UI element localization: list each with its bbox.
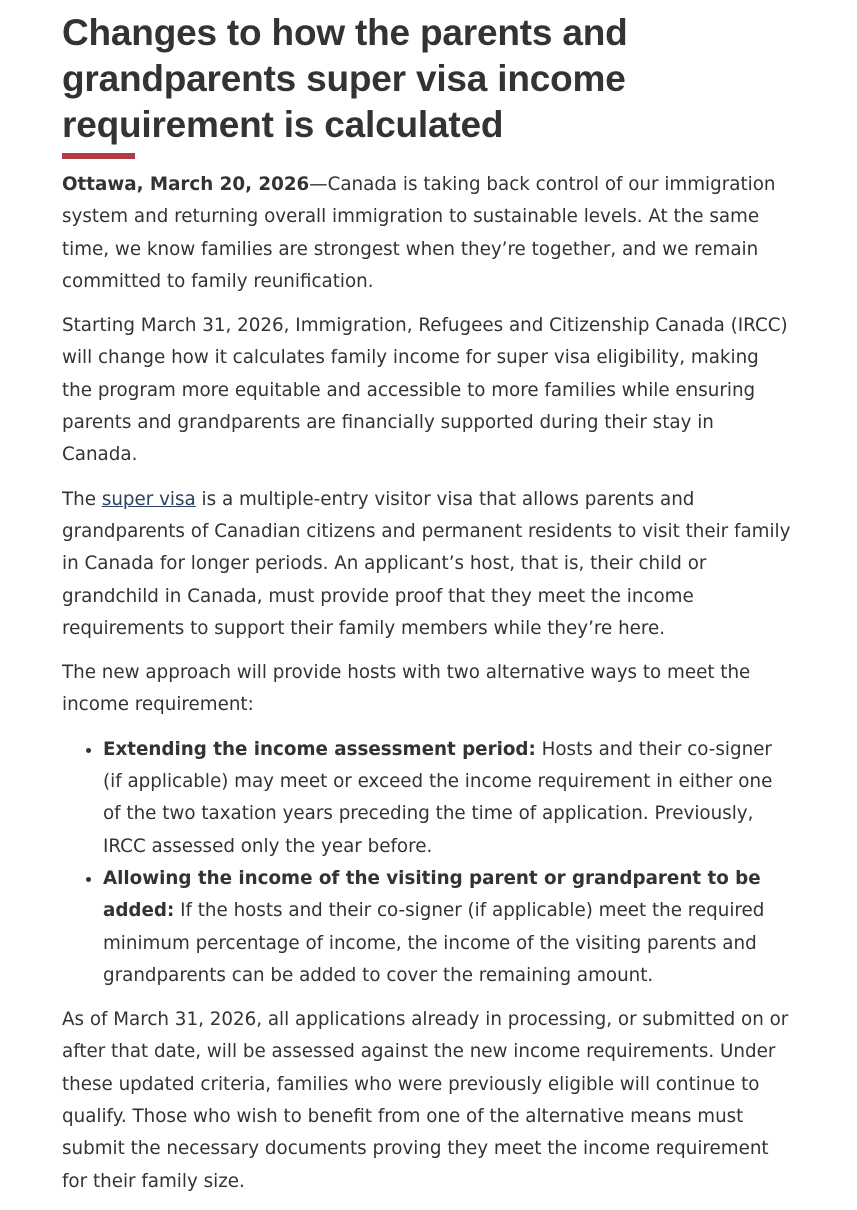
para3-prefix: The	[62, 488, 102, 510]
super-visa-link[interactable]: super visa	[101, 488, 196, 510]
list-item-title: Allowing the income of the visiting parent or grandparent to be added:	[103, 867, 761, 922]
list-item-title: Extending the income assessment period:	[103, 738, 536, 760]
paragraph-ircc-change: Starting March 31, 2026, Immigration, Refugees and Citizenship Canada (IRCC) will change how it calculates family income for super visa eligibility, making the program more equitable and accessible to more families while ensuring parents and grandparents are financially supported during their stay in Canada.	[62, 315, 788, 466]
title-underline-rule	[62, 153, 135, 159]
article	[62, 10, 792, 1210]
alternatives-list	[62, 734, 792, 992]
list-item-text: Hosts and their co-signer (if applicable) may meet or exceed the income requirement in either one of the two taxation years preceding the time of application. Previously, IRCC assessed only the year before.	[103, 738, 773, 857]
list-item-text: If the hosts and their co-signer (if applicable) meet the required minimum percentage of income, the income of the visiting parents and grandparents can be added to cover the remaining amount.	[103, 900, 765, 986]
dateline: Ottawa, March 20, 2026	[62, 174, 310, 195]
list-item	[103, 863, 792, 992]
paragraph-new-approach: The new approach will provide hosts with two alternative ways to meet the income requirement:	[62, 662, 751, 716]
para3-suffix: is a multiple-entry visitor visa that allows parents and grandparents of Canadian citizens and permanent residents to visit their family in Canada for longer periods. An applicant’s host, that is, their child or grandchild in Canada, must provide proof that they meet the income requirements to support their family members while they’re here.	[62, 488, 791, 639]
lead-paragraph	[62, 169, 792, 298]
paragraph-super-visa	[62, 484, 792, 645]
paragraph-applications: As of March 31, 2026, all applications already in processing, or submitted on or after that date, will be assessed against the new income requirements. Under these updated criteria, families who were previously eligible will continue to qualify. Those who wish to benefit from one of the alternative means must submit the necessary documents proving they meet the income requirement for their family size.	[62, 1009, 789, 1192]
page-title: Changes to how the parents and grandparents super visa income requirement is calculated	[62, 12, 628, 145]
list-item	[103, 734, 792, 863]
lead-text: —Canada is taking back control of our immigration system and returning overall immigration to sustainable levels. At the same time, we know families are strongest when they’re together, and we remain committed to family reunification.	[62, 174, 776, 292]
